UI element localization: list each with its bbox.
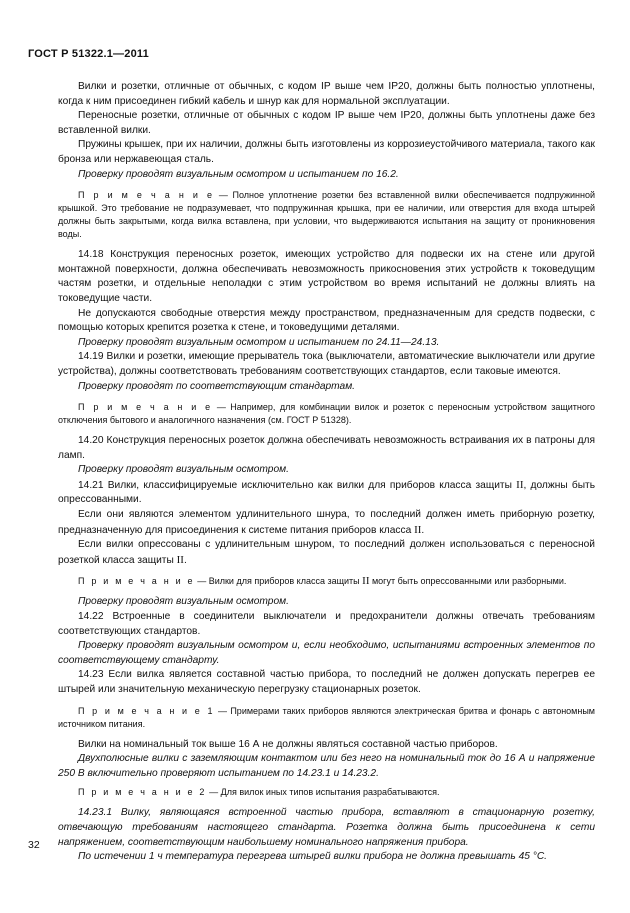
check-statement: Проверку проводят визуальным осмотром и испытанием по 16.2. [78,168,399,180]
clause-14-19: 14.19 Вилки и розетки, имеющие прерыватель тока (выключатели, автоматические выключатели или другие устройства), должны соответствовать требованиям соответствующих стандартов, если таковые имеются. [58,351,595,377]
roman-numeral: II [176,553,184,566]
note-label: П р и м е ч а н и е 2 [78,787,207,798]
note-text: — Полное уплотнение розетки без вставленной вилки обеспечивается подпружинной крышкой. Это требование не подразумевает, что подпружинная крышка, при ее наличии, или отверстия для входа штырей должны быть закрытыми, когда вилка вставлена, при условии, что выдерживаются испытания на защиту от проникновения воды. [58,190,595,240]
paragraph: Вилки и розетки, отличные от обычных, с кодом IP выше чем IP20, должны быть полностью уплотнены, когда к ним присоединен гибкий кабель и шнур как для нормальной эксплуатации. [58,81,595,107]
note-text: — Примерами таких приборов являются электрическая бритва и фонарь с автономным источником питания. [58,705,595,729]
roman-numeral: II [362,575,370,588]
clause-14-21 [58,478,595,508]
paragraph: По истечении 1 ч температура перегрева штырей вилки прибора не должна превышать 45 °С. [78,851,548,863]
page-content [58,80,595,865]
page-number: 32 [28,839,40,851]
note-text: — Например, для комбинации вилок и розеток с переносным устройством защитного отключения бытового и аналогичного назначения (см. ГОСТ Р 51328). [58,402,595,426]
note-text: могут быть опрессованными или разборными. [369,576,567,587]
check-statement: Проверку проводят визуальным осмотром и испытанием по 24.11—24.13. [78,336,440,348]
note-label: П р и м е ч а н и е 1 [78,705,215,716]
note-text: — Вилки для приборов класса защиты [194,576,363,587]
paragraph: Переносные розетки, отличные от обычных с кодом IP выше чем IP20, должны быть уплотнены даже без вставленной вилки. [58,110,595,136]
paragraph [58,508,595,538]
paragraph: Не допускаются свободные отверстия между пространством, предназначенным для средств подвески, с помощью которых крепится розетка к стене, и токоведущими деталями. [58,307,595,334]
text-run: . [183,554,187,566]
note [58,189,595,241]
note-text: — Для вилок иных типов испытания разрабатываются. [206,787,440,798]
note [58,401,595,427]
roman-numeral: II [414,523,422,536]
clause-14-20: 14.20 Конструкция переносных розеток должна обеспечивать невозможность встраивания их в патроны для ламп. [58,435,595,461]
note [58,575,595,588]
check-statement: Проверку проводят визуальным осмотром. [78,464,289,476]
clause-14-22: 14.22 Встроенные в соединители выключатели и предохранители должны отвечать требованиям соответствующих стандартов. [58,611,595,637]
note-label: П р и м е ч а н и е [78,190,215,201]
clause-14-23-1: 14.23.1 Вилку, являющаяся встроенной частью прибора, вставляют в стационарную розетку, отвечающую требованиям настоящего стандарта. Розетка должна быть присоединена к сети напряжением, соответствующим наибольшему номинального напряжения прибора. [58,807,595,848]
text-run: Если вилки опрессованы с удлинительным шнуром, то последний должен использоваться с переносной розеткой класса защиты [58,539,595,566]
text-run: . [421,524,425,536]
text-run: Если они являются элементом удлинительного шнура, то последний должен иметь приборную розетку, предназначенную для присоединения к системе питания приборов класса [58,509,595,536]
page-header: ГОСТ Р 51322.1—2011 [28,48,149,60]
check-statement: Проверку проводят по соответствующим стандартам. [78,380,356,392]
note-label: П р и м е ч а н и е [78,576,195,587]
note [58,705,595,731]
note [58,786,595,799]
roman-numeral: II [516,478,524,491]
clause-14-23: 14.23 Если вилка является составной частью прибора, то последний не должен допускать перегрев ее штырей или значительную механическую перегрузку стационарных розеток. [58,669,595,695]
clause-14-18: 14.18 Конструкция переносных розеток, имеющих устройство для подвески их на стене или другой монтажной поверхности, должна обеспечивать невозможность прикосновения этих устройств к токоведущим частям розетки, и отдельные неполадки с этим устройством во время испытаний не должны влиять на токоведущие части. [58,249,595,304]
note-label: П р и м е ч а н и е [78,402,213,413]
check-statement: Двухполюсные вилки с заземляющим контактом или без него на номинальный ток до 16 А и напряжение 250 В включительно проверяют испытанием по 14.23.1 и 14.23.2. [58,753,595,779]
text-run: 14.21 Вилки, классифицируемые исключительно как вилки для приборов класса защиты [78,479,517,491]
text-run: , должны быть опрессованными. [58,479,595,506]
paragraph: Пружины крышек, при их наличии, должны быть изготовлены из коррозиеустойчивого материала, такого как бронза или нержавеющая сталь. [58,139,595,165]
paragraph: Вилки на номинальный ток выше 16 А не должны являться составной частью приборов. [78,738,498,750]
check-statement: Проверку проводят визуальным осмотром и, если необходимо, испытаниями встроенных элементов по соответствующему стандарту. [58,640,595,666]
check-statement: Проверку проводят визуальным осмотром. [78,596,289,608]
paragraph [58,538,595,568]
